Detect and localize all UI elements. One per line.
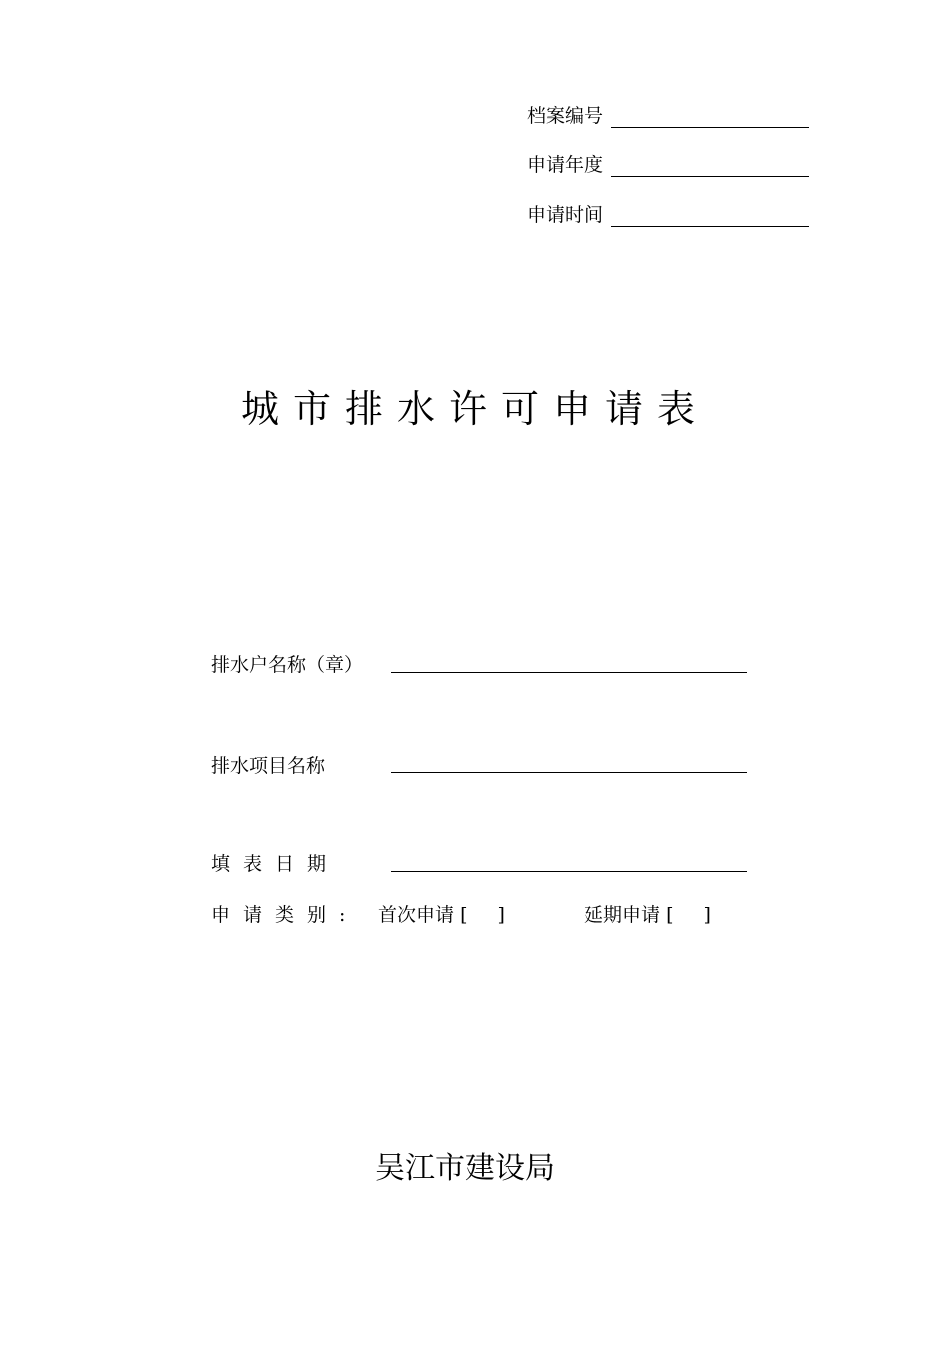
extension-application-label: 延期申请: [584, 904, 661, 926]
project-name-label: 排水项目名称: [211, 755, 326, 777]
archive-number-label: 档案编号: [527, 105, 604, 127]
extension-application-option[interactable]: [584, 900, 711, 927]
category-label: 申请类别:: [211, 904, 359, 926]
household-name-input-line[interactable]: [391, 672, 747, 673]
extension-application-bracket-open: [: [666, 904, 674, 926]
fill-date-input-line[interactable]: [391, 871, 747, 872]
first-application-option[interactable]: [378, 900, 505, 927]
household-name-label: 排水户名称（章）: [211, 654, 364, 676]
application-time-row: [527, 199, 809, 227]
application-year-label: 申请年度: [527, 154, 604, 176]
extension-application-bracket-close: ]: [703, 904, 711, 926]
archive-number-input-line[interactable]: [611, 105, 809, 128]
project-name-input-line[interactable]: [391, 772, 747, 773]
application-time-label: 申请时间: [527, 204, 604, 226]
first-application-bracket-close: ]: [497, 904, 505, 926]
archive-number-row: [527, 100, 809, 128]
first-application-label: 首次申请: [378, 904, 455, 926]
application-year-input-line[interactable]: [611, 154, 809, 177]
application-time-input-line[interactable]: [611, 204, 809, 227]
fill-date-label: 填表日期: [211, 853, 340, 875]
issuer-name: 吴江市建设局: [375, 1151, 555, 1186]
application-year-row: [527, 149, 809, 177]
page-title: 城市排水许可申请表: [240, 387, 709, 431]
first-application-bracket-open: [: [460, 904, 468, 926]
